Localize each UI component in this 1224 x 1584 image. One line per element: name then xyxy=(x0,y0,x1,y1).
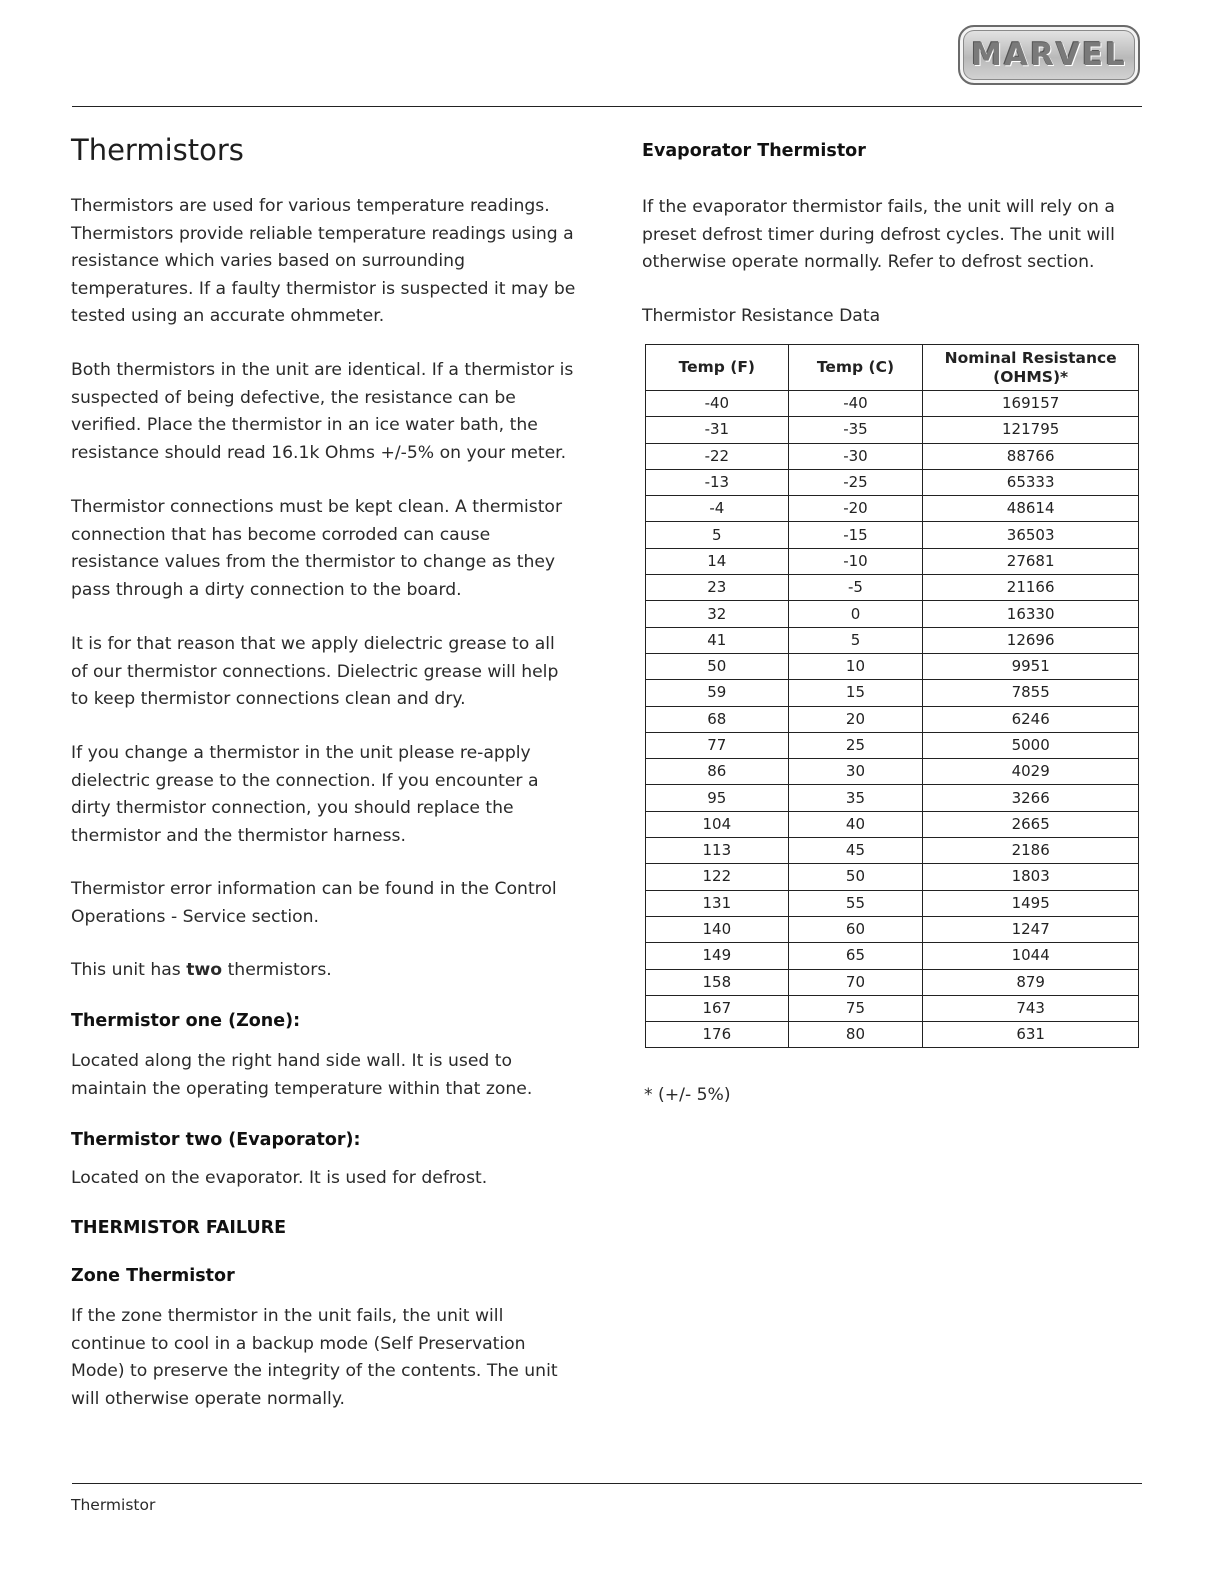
table-row xyxy=(646,969,1139,995)
temp-c-cell: 15 xyxy=(788,680,923,706)
connections-paragraph: Thermistor connections must be kept clean. A thermistor connection that has become corroded can cause resistance values from the thermistor to change as they pass through a dirty connection to the board. xyxy=(71,497,563,600)
table-row xyxy=(646,653,1139,679)
temp-f-cell: 95 xyxy=(646,785,789,811)
temp-c-cell: -25 xyxy=(788,469,923,495)
temp-f-cell: 176 xyxy=(646,1022,789,1048)
heading-zone-thermistor: Zone Thermistor xyxy=(71,1266,235,1286)
resistance-cell: 88766 xyxy=(923,443,1139,469)
count-text-after: thermistors. xyxy=(222,960,332,980)
temp-c-cell: 20 xyxy=(788,706,923,732)
table-row xyxy=(646,916,1139,942)
resistance-cell: 1495 xyxy=(923,890,1139,916)
footer-label: Thermistor xyxy=(71,1496,156,1514)
table-row xyxy=(646,601,1139,627)
resistance-cell: 27681 xyxy=(923,548,1139,574)
temp-c-cell: 70 xyxy=(788,969,923,995)
temp-f-cell: 5 xyxy=(646,522,789,548)
temp-c-cell: 65 xyxy=(788,943,923,969)
resistance-table xyxy=(645,344,1139,1048)
temp-c-cell: 40 xyxy=(788,811,923,837)
table-row xyxy=(646,1022,1139,1048)
temp-f-cell: 41 xyxy=(646,627,789,653)
intro-paragraph: Thermistors are used for various temperature readings. Thermistors provide reliable temperature readings using a resistance which varies based on surrounding temperatures. If a faulty thermistor is suspected it may be tested using an accurate ohmmeter. xyxy=(71,196,576,327)
temp-c-cell: 35 xyxy=(788,785,923,811)
temp-c-cell: 75 xyxy=(788,995,923,1021)
resistance-cell: 4029 xyxy=(923,759,1139,785)
temp-f-cell: 50 xyxy=(646,653,789,679)
resistance-cell: 1247 xyxy=(923,916,1139,942)
temp-f-cell: -31 xyxy=(646,417,789,443)
table-row xyxy=(646,811,1139,837)
table-row xyxy=(646,469,1139,495)
header-temp-c: Temp (C) xyxy=(788,345,923,391)
resistance-cell: 48614 xyxy=(923,496,1139,522)
resistance-cell: 6246 xyxy=(923,706,1139,732)
temp-f-cell: 68 xyxy=(646,706,789,732)
identical-thermistors-paragraph: Both thermistors in the unit are identical. If a thermistor is suspected of being defective, the resistance can be verified. Place the thermistor in an ice water bath, the resistance should read 16.1k Ohms +/-5% on your meter. xyxy=(71,360,574,463)
heading-evaporator-thermistor: Evaporator Thermistor xyxy=(642,141,866,161)
table-row xyxy=(646,391,1139,417)
evaporator-description: Located on the evaporator. It is used for defrost. xyxy=(71,1168,488,1188)
temp-f-cell: 158 xyxy=(646,969,789,995)
error-info-paragraph: Thermistor error information can be found in the Control Operations - Service section. xyxy=(71,879,557,927)
table-row xyxy=(646,627,1139,653)
temp-c-cell: 10 xyxy=(788,653,923,679)
resistance-cell: 1803 xyxy=(923,864,1139,890)
temp-f-cell: -4 xyxy=(646,496,789,522)
temp-f-cell: 122 xyxy=(646,864,789,890)
temp-f-cell: 167 xyxy=(646,995,789,1021)
table-header-row xyxy=(646,345,1139,391)
temp-c-cell: 50 xyxy=(788,864,923,890)
table-row xyxy=(646,548,1139,574)
resistance-cell: 7855 xyxy=(923,680,1139,706)
temp-c-cell: 80 xyxy=(788,1022,923,1048)
table-row xyxy=(646,496,1139,522)
table-row xyxy=(646,838,1139,864)
temp-c-cell: 5 xyxy=(788,627,923,653)
temp-c-cell: -30 xyxy=(788,443,923,469)
table-row xyxy=(646,522,1139,548)
resistance-cell: 36503 xyxy=(923,522,1139,548)
table-row xyxy=(646,443,1139,469)
temp-f-cell: 104 xyxy=(646,811,789,837)
table-row xyxy=(646,680,1139,706)
resistance-cell: 16330 xyxy=(923,601,1139,627)
temp-f-cell: 77 xyxy=(646,732,789,758)
replace-thermistor-paragraph: If you change a thermistor in the unit please re-apply dielectric grease to the connection. If you encounter a dirty thermistor connection, you should replace the thermistor and the thermistor harness. xyxy=(71,743,539,846)
temp-c-cell: -5 xyxy=(788,575,923,601)
table-row xyxy=(646,943,1139,969)
heading-zone: Thermistor one (Zone): xyxy=(71,1011,301,1031)
temp-f-cell: 149 xyxy=(646,943,789,969)
resistance-cell: 631 xyxy=(923,1022,1139,1048)
table-caption: Thermistor Resistance Data xyxy=(642,306,881,326)
temp-c-cell: -35 xyxy=(788,417,923,443)
resistance-cell: 2665 xyxy=(923,811,1139,837)
temp-f-cell: 23 xyxy=(646,575,789,601)
resistance-cell: 5000 xyxy=(923,732,1139,758)
tolerance-note: * (+/- 5%) xyxy=(644,1085,731,1105)
resistance-cell: 2186 xyxy=(923,838,1139,864)
marvel-logo xyxy=(958,25,1140,85)
temp-c-cell: -10 xyxy=(788,548,923,574)
temp-f-cell: -40 xyxy=(646,391,789,417)
temp-c-cell: -15 xyxy=(788,522,923,548)
temp-c-cell: -20 xyxy=(788,496,923,522)
temp-f-cell: 140 xyxy=(646,916,789,942)
zone-thermistor-failure-text: If the zone thermistor in the unit fails, the unit will continue to cool in a backup mode (Self Preservation Mode) to preserve the integrity of the contents. The unit will otherwise operate normally. xyxy=(71,1306,558,1409)
table-row xyxy=(646,785,1139,811)
table-row xyxy=(646,890,1139,916)
dielectric-grease-paragraph: It is for that reason that we apply dielectric grease to all of our thermistor connections. Dielectric grease will help to keep thermistor connections clean and dry. xyxy=(71,634,559,710)
count-bold: two xyxy=(186,960,223,980)
evaporator-thermistor-failure-text: If the evaporator thermistor fails, the unit will rely on a preset defrost timer during defrost cycles. The unit will otherwise operate normally. Refer to defrost section. xyxy=(642,197,1115,273)
temp-f-cell: 131 xyxy=(646,890,789,916)
table-row xyxy=(646,417,1139,443)
table-row xyxy=(646,575,1139,601)
logo-text: MARVEL xyxy=(971,37,1127,73)
resistance-cell: 12696 xyxy=(923,627,1139,653)
temp-f-cell: 14 xyxy=(646,548,789,574)
temp-f-cell: -22 xyxy=(646,443,789,469)
resistance-cell: 3266 xyxy=(923,785,1139,811)
temp-f-cell: 59 xyxy=(646,680,789,706)
temp-f-cell: 86 xyxy=(646,759,789,785)
page-title: Thermistors xyxy=(71,133,244,167)
resistance-cell: 1044 xyxy=(923,943,1139,969)
temp-c-cell: 60 xyxy=(788,916,923,942)
count-text-before: This unit has xyxy=(71,960,187,980)
resistance-cell: 169157 xyxy=(923,391,1139,417)
footer-rule xyxy=(72,1483,1142,1484)
table-row xyxy=(646,759,1139,785)
resistance-cell: 879 xyxy=(923,969,1139,995)
temp-c-cell: 45 xyxy=(788,838,923,864)
resistance-cell: 65333 xyxy=(923,469,1139,495)
temp-c-cell: -40 xyxy=(788,391,923,417)
table-row xyxy=(646,732,1139,758)
zone-description: Located along the right hand side wall. It is used to maintain the operating temperature within that zone. xyxy=(71,1051,533,1099)
thermistor-count-paragraph xyxy=(71,957,576,985)
heading-failure: THERMISTOR FAILURE xyxy=(71,1218,287,1238)
header-temp-f: Temp (F) xyxy=(646,345,789,391)
heading-evaporator: Thermistor two (Evaporator): xyxy=(71,1130,361,1150)
temp-f-cell: 113 xyxy=(646,838,789,864)
temp-f-cell: -13 xyxy=(646,469,789,495)
temp-c-cell: 55 xyxy=(788,890,923,916)
temp-c-cell: 25 xyxy=(788,732,923,758)
header-resistance: Nominal Resistance (OHMS)* xyxy=(923,345,1139,391)
resistance-cell: 743 xyxy=(923,995,1139,1021)
resistance-cell: 9951 xyxy=(923,653,1139,679)
resistance-cell: 21166 xyxy=(923,575,1139,601)
table-row xyxy=(646,706,1139,732)
resistance-cell: 121795 xyxy=(923,417,1139,443)
table-row xyxy=(646,864,1139,890)
temp-f-cell: 32 xyxy=(646,601,789,627)
header-rule xyxy=(72,106,1142,107)
temp-c-cell: 0 xyxy=(788,601,923,627)
temp-c-cell: 30 xyxy=(788,759,923,785)
table-row xyxy=(646,995,1139,1021)
